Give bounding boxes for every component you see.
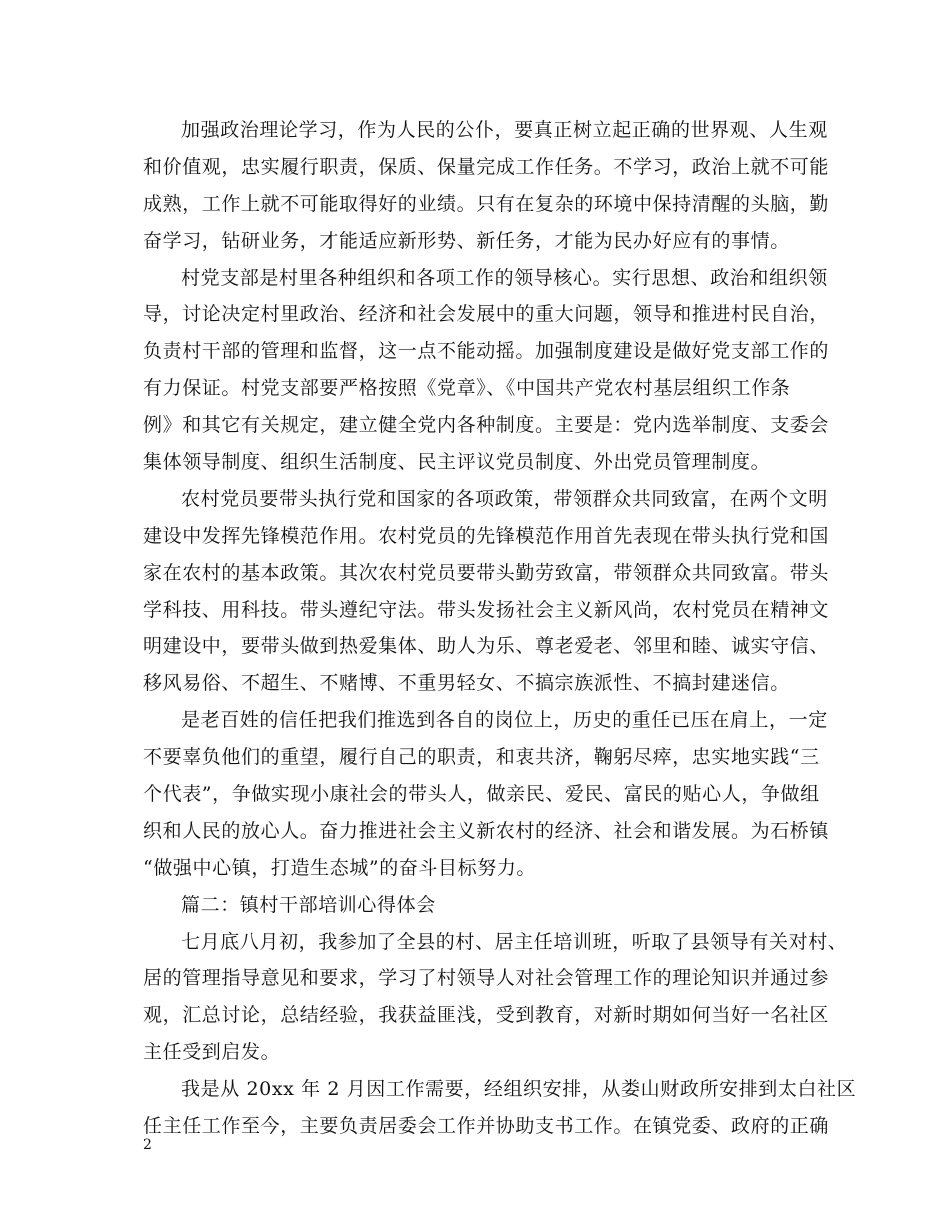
text-line: 任主任工作至今，主要负责居委会工作并协助支书工作。在镇党委、政府的正确 <box>143 1115 830 1138</box>
text-line: 加强政治理论学习，作为人民的公仆，要真正树立起正确的世界观、人生观 <box>181 119 828 141</box>
text-line: 村党支部是村里各种组织和各项工作的领导核心。实行思想、政治和组织领 <box>181 266 828 289</box>
text-line: 是老百姓的信任把我们推选到各自的岗位上，历史的重任已压在肩上，一定 <box>181 709 828 732</box>
text-line: 农村党员要带头执行党和国家的各项政策，带领群众共同致富，在两个文明 <box>181 487 828 510</box>
text-line: 不要辜负他们的重望，履行自己的职责，和衷共济，鞠躬尽瘁，忠实地实践“三 <box>143 746 820 769</box>
text-line: 织和人民的放心人。奋力推进社会主义新农村的经济、社会和谐发展。为石桥镇 <box>143 819 830 842</box>
text-line: 和价值观，忠实履行职责，保质、保量完成工作任务。不学习，政治上就不可能 <box>143 155 830 178</box>
text-line: 七月底八月初，我参加了全县的村、居主任培训班，听取了县领导有关对村、 <box>181 930 848 953</box>
page-number: 2 <box>143 1137 152 1153</box>
text-line: 奋学习，钻研业务，才能适应新形势、新任务，才能为民办好应有的事情。 <box>143 229 790 252</box>
text-line: 观，汇总讨论，总结经验，我获益匪浅，受到教育，对新时期如何当好一名社区 <box>143 1004 830 1027</box>
text-line: 集体领导制度、组织生活制度、民主评议党员制度、外出党员管理制度。 <box>143 451 771 474</box>
text-line: 负责村干部的管理和监督，这一点不能动摇。加强制度建设是做好党支部工作的 <box>143 340 830 363</box>
text-line: 个代表”，争做实现小康社会的带头人，做亲民、爱民、富民的贴心人，争做组 <box>143 783 820 806</box>
text-line: 明建设中，要带头做到热爱集体、助人为乐、尊老爱老、邻里和睦、诚实守信、 <box>143 635 830 658</box>
text-line: “做强中心镇，打造生态城”的奋斗目标努力。 <box>143 856 537 879</box>
text-line: 学科技、用科技。带头遵纪守法。带头发扬社会主义新风尚，农村党员在精神文 <box>143 598 830 621</box>
text-line: 主任受到启发。 <box>143 1041 281 1064</box>
document-body <box>143 112 857 1145</box>
text-line: 例》和其它有关规定，建立健全党内各种制度。主要是：党内选举制度、支委会 <box>143 414 830 437</box>
text-line: 篇二：镇村干部培训心得体会 <box>181 893 436 916</box>
text-line: 有力保证。村党支部要严格按照《党章》、《中国共产党农村基层组织工作条 <box>143 377 791 400</box>
text-line: 我是从 20xx 年 2 月因工作需要，经组织安排，从娄山财政所安排到太白社区 <box>181 1078 857 1101</box>
text-line: 建设中发挥先锋模范作用。农村党员的先锋模范作用首先表现在带头执行党和国 <box>143 524 830 547</box>
text-line: 移风易俗、不超生、不赌博、不重男轻女、不搞宗族派性、不搞封建迷信。 <box>143 672 790 695</box>
text-line: 居的管理指导意见和要求，学习了村领导人对社会管理工作的理论知识并通过参 <box>143 967 830 990</box>
text-line: 成熟，工作上就不可能取得好的业绩。只有在复杂的环境中保持清醒的头脑，勤 <box>143 192 830 215</box>
text-line: 导，讨论决定村里政治、经济和社会发展中的重大问题，领导和推进村民自治， <box>143 303 830 326</box>
text-line: 家在农村的基本政策。其次农村党员要带头勤劳致富，带领群众共同致富。带头 <box>143 561 830 584</box>
